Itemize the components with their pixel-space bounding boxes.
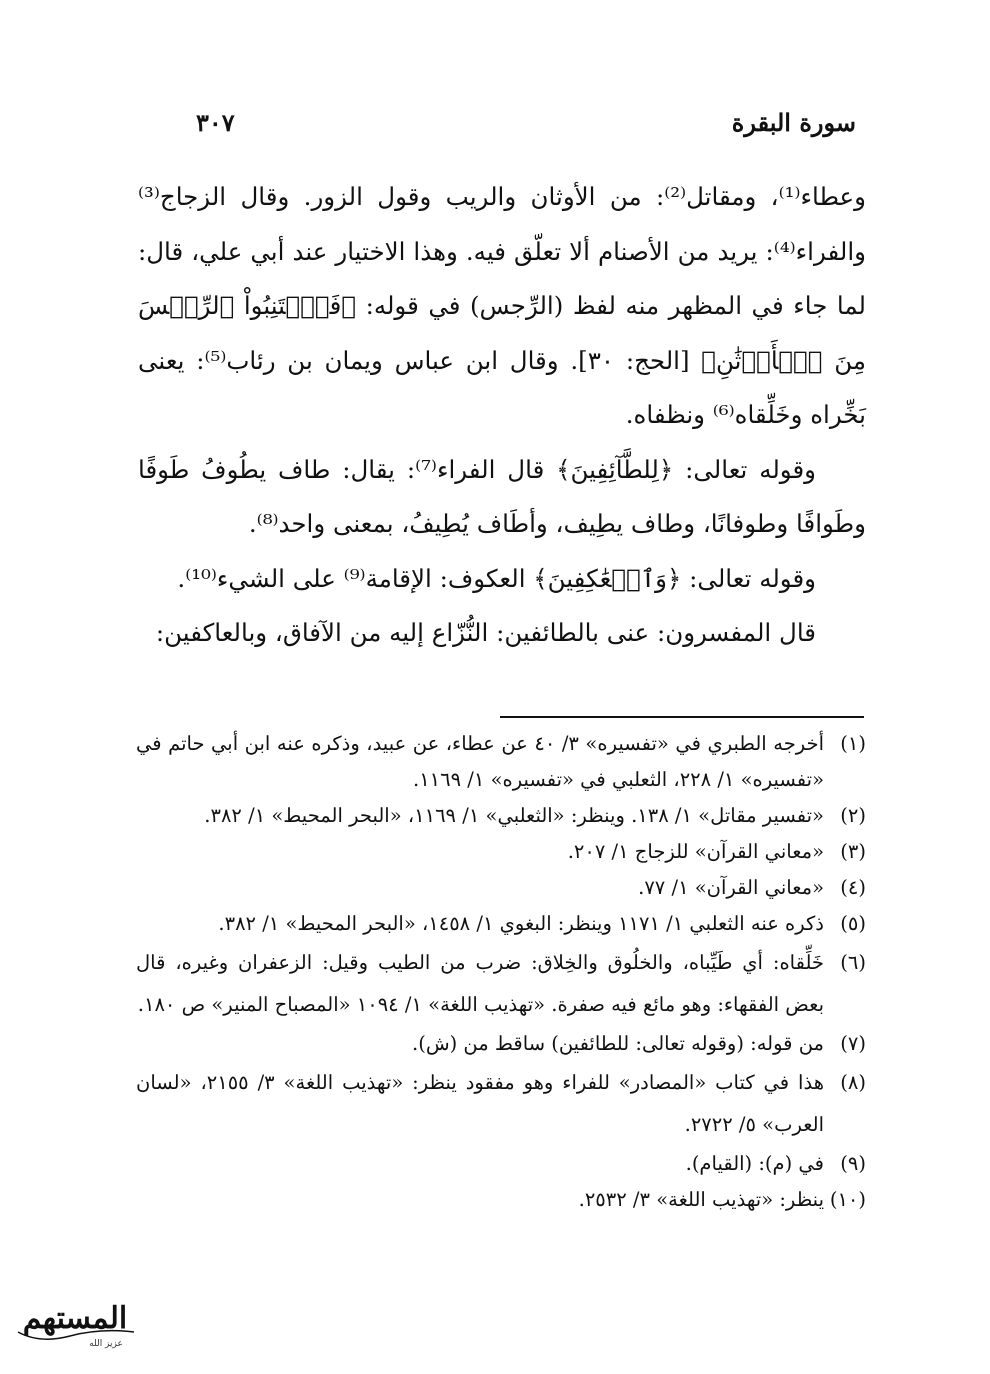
- footnote-text: «تفسير مقاتل» ١/ ١٣٨. وينظر: «الثعلبي» ١/ ١١٦٩، «البحر المحيط» ١/ ٣٨٢.: [204, 804, 824, 827]
- footnote-number: (٥): [840, 912, 866, 935]
- footnote-number: (٢): [840, 804, 866, 827]
- footnote-8: [136, 1062, 866, 1146]
- footnote-2: [136, 798, 866, 834]
- footnote-separator: [500, 716, 864, 718]
- footnote-3: [136, 834, 866, 870]
- footnote-9: [136, 1146, 866, 1182]
- footnote-number: (١٠): [829, 1188, 866, 1211]
- footnote-4: [136, 870, 866, 906]
- footnote-number: (١): [840, 732, 866, 755]
- footnote-text: ينظر: «تهذيب اللغة» ٣/ ٢٥٣٢.: [578, 1188, 824, 1211]
- footnote-number: (٨): [840, 1071, 866, 1094]
- paragraph-1: وعطاء⁽¹⁾، ومقاتل⁽²⁾: من الأوثان والريب وقول الزور. وقال الزجاج⁽³⁾ والفراء⁽⁴⁾: يريد من الأصنام ألا تعلّق فيه. وهذا الاختيار عند أبي علي، قال: لما جاء في المظهر منه لفظ (الرِّجس) في قوله: ﴿فَٱجۡتَنِبُواْ ٱلرِّجۡسَ مِنَ ٱلۡأَوۡثَٰنِ﴾ [الحج: ٣٠]. وقال ابن عباس ويمان بن رئاب⁽⁵⁾: يعنى بَخِّراه وخَلِّقاه⁽⁶⁾ ونظفاه.: [138, 182, 866, 429]
- footnote-text: «معاني القرآن» للزجاج ١/ ٢٠٧.: [567, 840, 824, 863]
- footnote-text: في (م): (القيام).: [685, 1152, 824, 1175]
- page-header: [196, 108, 856, 142]
- footnote-text: أخرجه الطبري في «تفسيره» ٣/ ٤٠ عن عطاء، عن عبيد، وذكره عنه ابن أبي حاتم في «تفسيره» ١/ ٢٢٨، الثعلبي في «تفسيره» ١/ ١١٦٩.: [136, 732, 824, 791]
- footnote-5: [136, 906, 866, 942]
- footnote-number: (٤): [840, 876, 866, 899]
- surah-title: سورة البقرة: [731, 108, 856, 137]
- footnote-number: (٧): [840, 1032, 866, 1055]
- main-text: [138, 170, 866, 661]
- paragraph-2: وقوله تعالى: ﴿لِلطَّآئِفِينَ﴾ قال الفراء⁽⁷⁾: يقال: طاف يطُوفُ طَوفًا وطَوافًا وطوفانًا، وطاف يطِيف، وأطَاف يُطِيفُ، بمعنى واحد⁽⁸⁾.: [138, 454, 866, 538]
- publisher-logo-icon: [10, 1292, 140, 1352]
- paragraph-4: قال المفسرون: عنى بالطائفين: النُّزّاع إليه من الآفاق، وبالعاكفين:: [155, 618, 816, 647]
- footnote-text: «معاني القرآن» ١/ ٧٧.: [638, 876, 824, 899]
- footnotes: [136, 726, 866, 1218]
- footnote-text: ذكره عنه الثعلبي ١/ ١١٧١ وينظر: البغوي ١/ ١٤٥٨، «البحر المحيط» ١/ ٣٨٢.: [218, 912, 824, 935]
- page-number: ٣٠٧: [196, 108, 235, 137]
- logo-sub-text: عزيز الله: [89, 1339, 123, 1349]
- footnote-text: من قوله: (وقوله تعالى: للطائفين) ساقط من (ش).: [412, 1032, 824, 1055]
- footnote-number: (٩): [840, 1152, 866, 1175]
- footnote-text: هذا في كتاب «المصادر» للفراء وهو مفقود ينظر: «تهذيب اللغة» ٣/ ٢١٥٥، «لسان العرب» ٥/ ٢٧٢٢.: [136, 1071, 824, 1136]
- footnote-1: [136, 726, 866, 798]
- footnote-number: (٣): [840, 840, 866, 863]
- paragraph-3: وقوله تعالى: ﴿وَٱلۡعَٰكِفِينَ﴾ العكوف: الإقامة⁽⁹⁾ على الشيء⁽¹⁰⁾.: [177, 563, 816, 593]
- footnote-10: [136, 1182, 866, 1218]
- footnote-7: [136, 1026, 866, 1062]
- footnote-number: (٦): [840, 951, 866, 974]
- logo-main-text: المستهم: [22, 1301, 128, 1336]
- footnote-6: [136, 942, 866, 1026]
- footnote-text: خَلِّقاه: أي طَيِّباه، والخلُوق والخِلاق: ضرب من الطيب وقيل: الزعفران وغيره، قال بعض الفقهاء: وهو مائع فيه صفرة. «تهذيب اللغة» ١/ ١٠٩٤ «المصباح المنير» ص ١٨٠.: [136, 951, 824, 1016]
